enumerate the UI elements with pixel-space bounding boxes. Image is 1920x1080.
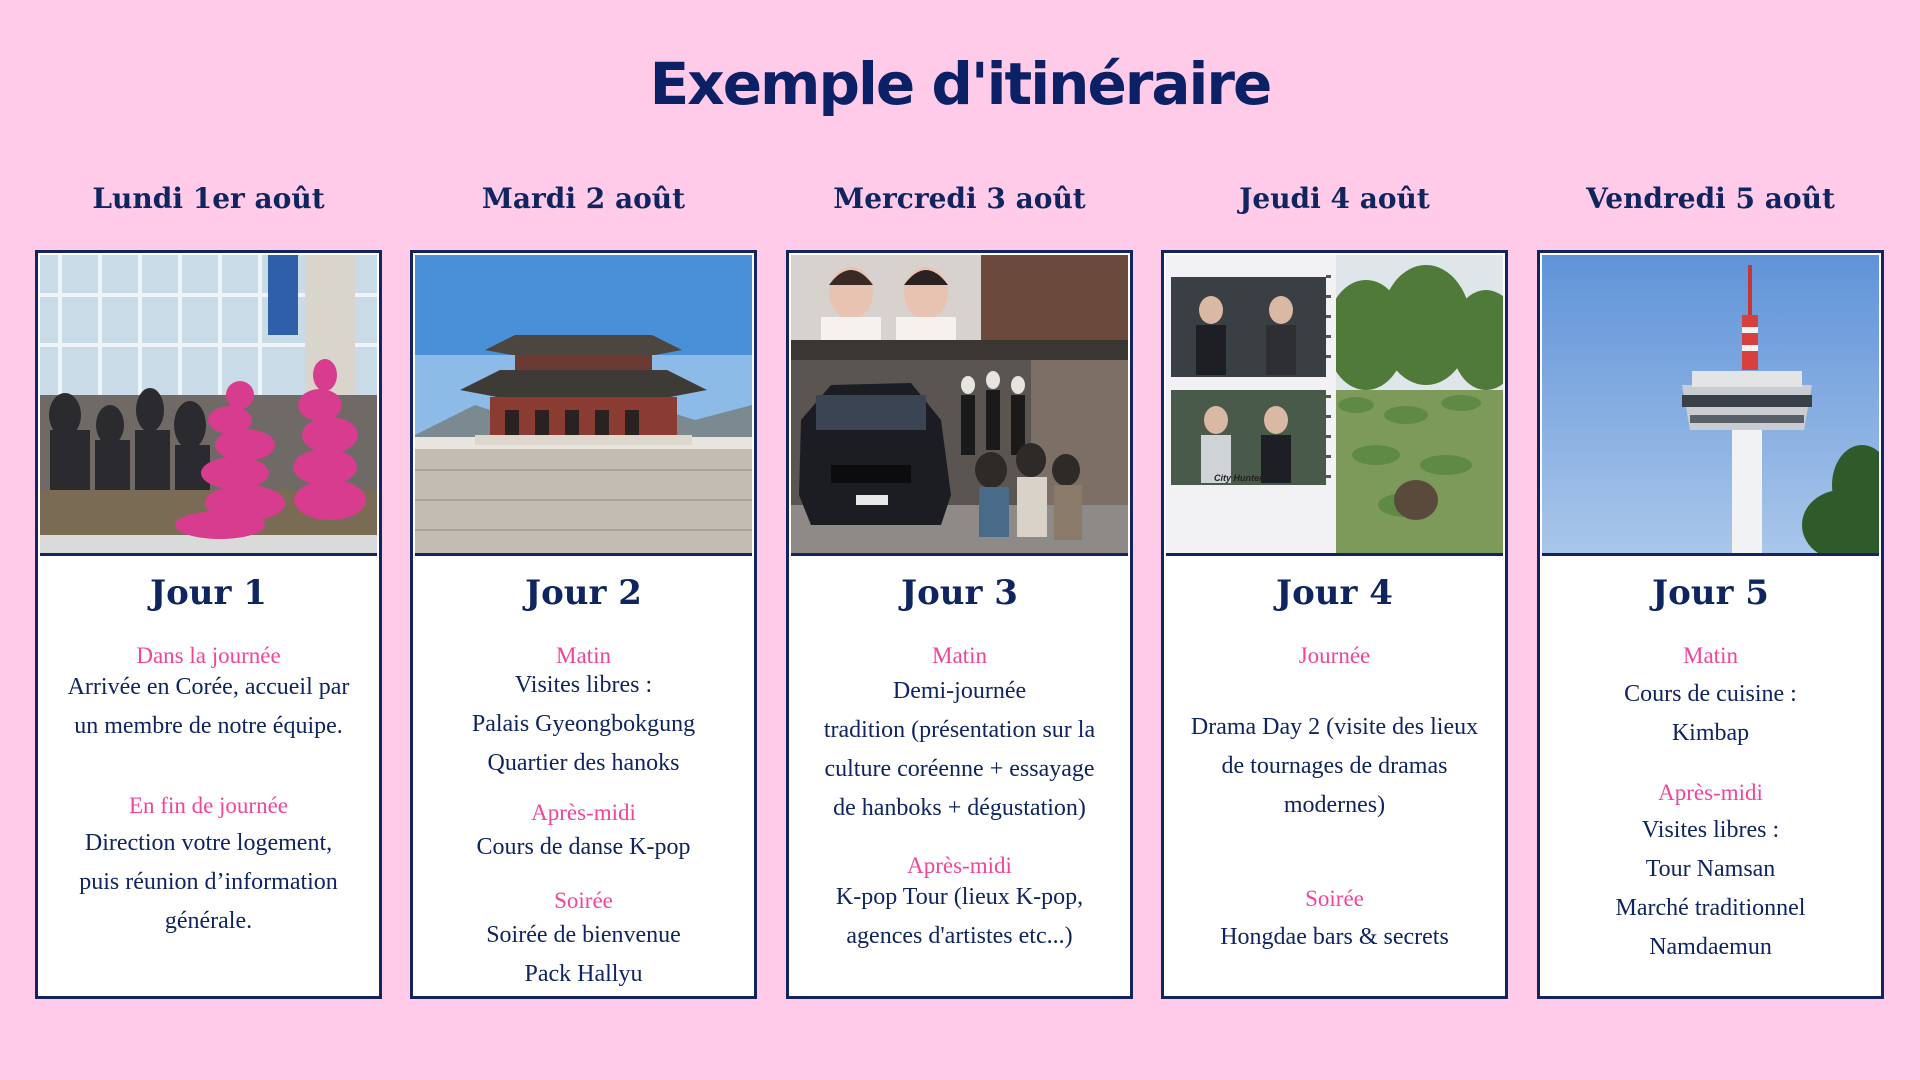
day-content (38, 556, 379, 996)
time-label: Après-midi (907, 853, 1012, 878)
activity-line: Visites libres : (514, 672, 653, 698)
day-content (789, 556, 1130, 996)
activity-line: Demi-journée (892, 678, 1027, 704)
day-heading: Jeudi 4 août (1239, 182, 1430, 215)
activity-text (1164, 918, 1505, 957)
day-number: Jour 1 (150, 573, 267, 613)
activity-line: modernes) (1283, 792, 1386, 818)
activity-text (1540, 675, 1881, 753)
time-label: Soirée (554, 888, 613, 913)
activity-text (789, 672, 1130, 828)
activity-line: Cours de cuisine : (1624, 681, 1797, 707)
time-label: En fin de journée (128, 793, 289, 818)
day-card (1537, 250, 1884, 999)
activity-line: puis réunion d’information (79, 869, 338, 895)
activity-line: Quartier des hanoks (487, 750, 680, 776)
day-content (413, 556, 754, 996)
activity-line: Palais Gyeongbokgung (471, 711, 696, 737)
activity-line: Drama Day 2 (visite des lieux (1190, 714, 1479, 740)
palace-photo (415, 255, 752, 556)
activity-text (38, 668, 379, 746)
day-number: Jour 2 (525, 573, 642, 613)
activity-text (38, 824, 379, 941)
day-card (35, 250, 382, 999)
time-label: Matin (556, 643, 611, 668)
day-card (1161, 250, 1508, 999)
activity-line: un membre de notre équipe. (74, 713, 343, 739)
activity-line: de tournages de dramas (1221, 753, 1448, 779)
activity-text (413, 666, 754, 783)
day-heading: Mardi 2 août (481, 182, 686, 215)
time-label: Journée (1298, 643, 1371, 668)
time-label: Matin (1683, 643, 1738, 668)
airport-photo (40, 255, 377, 556)
activity-line: Pack Hallyu (524, 961, 643, 987)
photo-caption: City Hunter (1214, 473, 1263, 483)
day-heading: Lundi 1er août (92, 182, 325, 215)
time-label: Dans la journée (136, 643, 281, 668)
activity-text (1540, 811, 1881, 967)
day-number: Jour 5 (1652, 573, 1769, 613)
activity-line: Namdaemun (1649, 934, 1772, 960)
activity-line: générale. (164, 908, 253, 934)
activity-line: Marché traditionnel (1615, 895, 1806, 921)
day-card (786, 250, 1133, 999)
activity-line: Hongdae bars & secrets (1220, 924, 1449, 950)
day-number: Jour 4 (1276, 573, 1393, 613)
time-label: Après-midi (1658, 780, 1763, 805)
kpop-street-photo (791, 255, 1128, 556)
day-heading: Vendredi 5 août (1586, 182, 1835, 215)
day-heading: Mercredi 3 août (833, 182, 1086, 215)
activity-line: culture coréenne + essayage (824, 756, 1095, 782)
time-label: Après-midi (531, 800, 636, 825)
activity-line: Cours de danse K-pop (476, 834, 691, 860)
day-number: Jour 3 (901, 573, 1018, 613)
activity-line: tradition (présentation sur la (823, 717, 1096, 743)
activity-line: Kimbap (1671, 720, 1750, 746)
activity-text (413, 828, 754, 867)
time-label: Soirée (1305, 886, 1364, 911)
day-content (1540, 556, 1881, 996)
time-label: Matin (932, 643, 987, 668)
activity-line: Visites libres : (1641, 817, 1780, 843)
namsan-tower-photo (1542, 255, 1879, 556)
activity-text (1164, 708, 1505, 825)
day-card (410, 250, 757, 999)
drama-photo (1166, 255, 1503, 556)
activity-text (413, 916, 754, 994)
activity-text (789, 878, 1130, 956)
activity-line: Arrivée en Corée, accueil par (67, 674, 350, 700)
activity-line: Tour Namsan (1645, 856, 1776, 882)
activity-line: Soirée de bienvenue (486, 922, 681, 948)
activity-line: de hanboks + dégustation) (833, 795, 1086, 821)
activity-line: Direction votre logement, (84, 830, 333, 856)
activity-line: K-pop Tour (lieux K-pop, (835, 884, 1084, 910)
activity-line: agences d'artistes etc...) (846, 923, 1073, 949)
page-title: Exemple d'itinéraire (649, 50, 1271, 118)
day-content (1164, 556, 1505, 996)
